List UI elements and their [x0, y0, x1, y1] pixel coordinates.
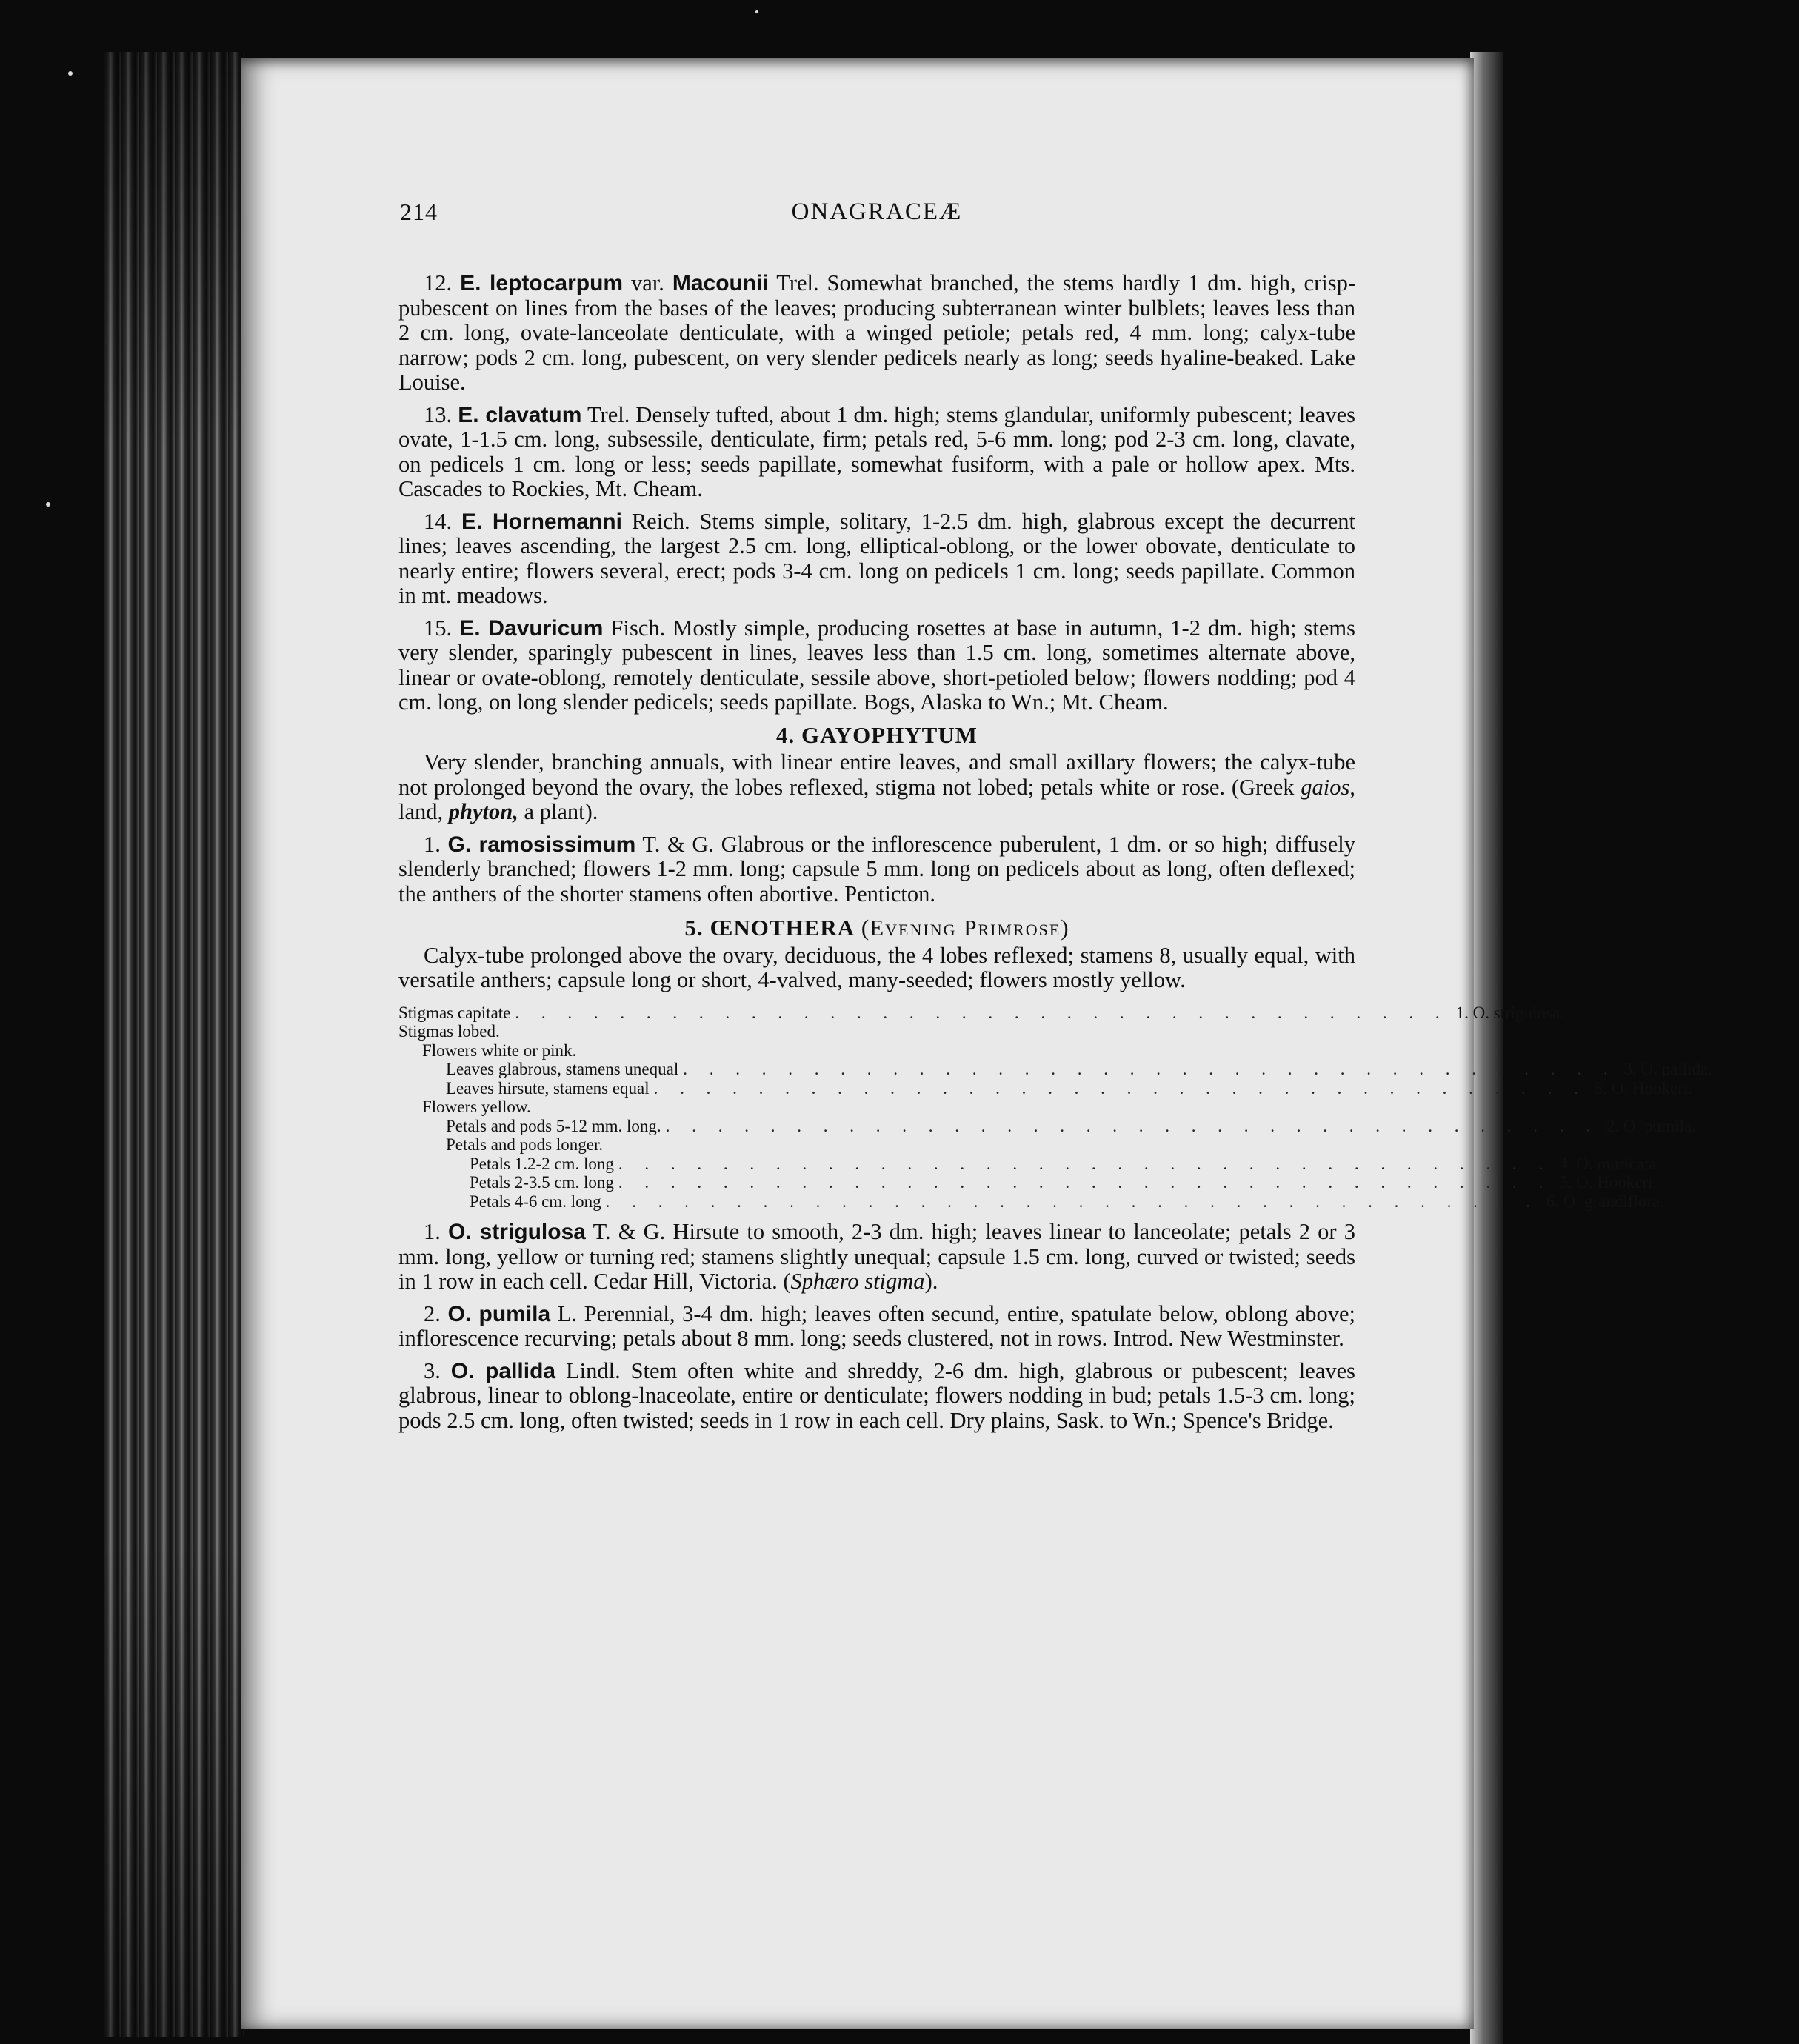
species-text: Trel. Densely tufted, about 1 dm. high; stems glandular, uniformly pubescent; leaves ovate, 1-1.5 cm. long, subsessile, denticulate, firm; petals red, 5-6 mm. long; pod 2-3 cm. long, clavate, on pedicels 1 cm. long or less; seeds papillate, somewhat fusiform, with a pale or hollow apex. Mts. Cascades to Rockies, Mt. Cheam.: [398, 401, 1356, 501]
paren: ): [1061, 915, 1069, 941]
species-entry: [398, 832, 1355, 907]
dust-speck: [755, 10, 758, 13]
species-name: E. Hornemanni: [461, 509, 622, 534]
key-row: [398, 1173, 1658, 1192]
key-result: 2. O. pumila.: [1606, 1116, 1696, 1135]
key-label: Stigmas lobed.: [398, 1022, 500, 1041]
page-content: [398, 198, 1712, 1440]
key-row: [398, 1078, 1693, 1098]
identification-key: [398, 1003, 1712, 1212]
entry-number: 3.: [424, 1357, 441, 1383]
key-label: Petals 2-3.5 cm. long: [470, 1173, 614, 1192]
genus-heading: [398, 915, 1355, 941]
key-label: Flowers yellow.: [422, 1098, 531, 1116]
spine-shadow: [104, 52, 244, 2037]
key-result: 4. O. muricata.: [1559, 1154, 1661, 1173]
key-leader: . . . . . . . . . . . . . . . . . . . . . . . . . . . . . . . . . . . .: [605, 1192, 1539, 1211]
species-text: Trel. Somewhat branched, the stems hardly 1 dm. high, crisp-pubescent on lines from the bases of the leaves; producing subterranean winter bulblets; leaves less than 2 cm. long, ovate-lanceolate denticulate, with a winged petiole; petals red, 4 mm. long; calyx-tube narrow; pods 2 cm. long, pubescent, on very slender pedicels nearly as long; seeds hyaline-beaked. Lake Louise.: [398, 270, 1355, 395]
key-row: [398, 1098, 1355, 1117]
key-result: 1. O. strigulosa.: [1455, 1003, 1564, 1022]
entry-number: 1.: [424, 831, 441, 857]
running-head: ONAGRACEÆ: [791, 198, 963, 225]
entry-number: 12.: [424, 270, 453, 295]
key-row: [398, 1022, 1355, 1041]
key-label: Petals 1.2-2 cm. long: [470, 1154, 614, 1173]
species-entry: [398, 1359, 1355, 1434]
species-entry: [398, 1302, 1355, 1352]
common-name: Evening Primrose: [870, 915, 1061, 941]
key-leader: . . . . . . . . . . . . . . . . . . . . . . . . . . . . . . . . . . . .: [653, 1078, 1587, 1098]
description-text: Very slender, branching annuals, with linear entire leaves, and small axillary flowers; the calyx-tube not prolonged beyond the ovary, the lobes reflexed, stigma not lobed; petals white or rose. (Greek: [398, 749, 1355, 800]
variety-name: Macounii: [672, 271, 769, 295]
species-name: O. pallida: [450, 1358, 556, 1383]
species-name: E. leptocarpum: [460, 271, 624, 295]
genus-name: 5. ŒNOTHERA: [684, 915, 855, 941]
species-entry: [398, 616, 1355, 715]
page-edge: [1470, 52, 1503, 2044]
species-text: T. & G. Hirsute to smooth, 2-3 dm. high; leaves linear to lanceolate; petals 2 or 3 mm. long, yellow or turning red; stamens slightly unequal; capsule 1.5 cm. long, curved or twisted; seeds in 1 row in each cell. Cedar Hill, Victoria. (: [398, 1219, 1356, 1294]
species-entry: [398, 510, 1355, 609]
key-label: Stigmas capitate: [398, 1003, 511, 1022]
species-text: var.: [623, 270, 672, 295]
key-label: Flowers white or pink.: [422, 1041, 577, 1060]
key-leader: . . . . . . . . . . . . . . . . . . . . . . . . . . . . . . . . . . . .: [618, 1154, 1552, 1173]
key-leader: . . . . . . . . . . . . . . . . . . . . . . . . . . . . . . . . . . . .: [683, 1060, 1617, 1078]
species-name: O. pumila: [447, 1301, 551, 1326]
key-leader: . . . . . . . . . . . . . . . . . . . . . . . . . . . . . . . . . . . .: [618, 1173, 1552, 1192]
key-label: Leaves glabrous, stamens unequal: [446, 1060, 679, 1078]
species-entry: [398, 271, 1355, 395]
entry-number: 13.: [424, 401, 453, 427]
species-name: E. clavatum: [458, 402, 582, 427]
key-row: [398, 1154, 1661, 1174]
genus-heading: 4. GAYOPHYTUM: [776, 721, 978, 748]
etymology-word: phyton,: [448, 799, 518, 824]
genus-description: Calyx-tube prolonged above the ovary, deciduous, the 4 lobes reflexed; stamens 8, usually equal, with versatile anthers; capsule long or short, 4-valved, many-seeded; flowers mostly yellow.: [398, 942, 1355, 992]
species-text: T. & G. Glabrous or the inflorescence puberulent, 1 dm. or so high; diffusely slenderly branched; flowers 1-2 mm. long; capsule 5 mm. long on pedicels about as long, often deflexed; the anthers of the shorter stamens often abortive. Penticton.: [398, 831, 1356, 906]
synonym: Sphæro stigma: [790, 1269, 925, 1294]
page-number: 214: [400, 198, 438, 225]
species-text: Lindl. Stem often white and shreddy, 2-6 dm. high, glabrous or pubescent; leaves glabrous, linear to oblong-lnaceolate, entire or denticulate; flowers nodding in bud; petals 1.5-3 cm. long; pods 2.5 cm. long, often twisted; seeds in 1 row in each cell. Dry plains, Sask. to Wn.; Spence's Bridge.: [398, 1357, 1356, 1433]
entry-number: 1.: [424, 1219, 441, 1244]
paren: (: [855, 915, 870, 941]
species-name: G. ramosissimum: [447, 832, 636, 857]
key-result: 5. O. Hookeri.: [1594, 1078, 1693, 1098]
key-leader: . . . . . . . . . . . . . . . . . . . . . . . . . . . . . . . . . . . .: [665, 1116, 1599, 1135]
key-label: Petals 4-6 cm. long: [470, 1192, 601, 1211]
species-text: Fisch. Mostly simple, producing rosettes at base in autumn, 1-2 dm. high; stems very slender, sparingly pubescent in lines, leaves less than 1.5 cm. long, sometimes alternate above, linear or ovate-oblong, remotely denticulate, sessile above, short-petioled below; flowers nodding; pod 4 cm. long, on long slender pedicels; seeds papillate. Bogs, Alaska to Wn.; Mt. Cheam.: [398, 615, 1355, 715]
species-entry: [398, 403, 1355, 502]
key-row: [398, 1116, 1696, 1136]
description-text: a plant).: [518, 799, 598, 824]
key-row: [398, 1041, 1355, 1061]
genus-description: [398, 750, 1355, 825]
key-label: Petals and pods 5-12 mm. long.: [446, 1116, 661, 1135]
key-label: Petals and pods longer.: [446, 1135, 604, 1154]
key-row: [398, 1192, 1664, 1212]
species-name: E. Davuricum: [459, 615, 604, 641]
entry-number: 14.: [424, 508, 453, 534]
key-row: [398, 1060, 1712, 1079]
key-label: Leaves hirsute, stamens equal: [446, 1078, 650, 1098]
page-header: [398, 200, 1355, 238]
entry-number: 15.: [424, 615, 453, 641]
key-result: 3. O. pallida.: [1623, 1060, 1712, 1078]
etymology-word: gaios: [1301, 774, 1350, 800]
key-leader: . . . . . . . . . . . . . . . . . . . . . . . . . . . . . . . . . . . .: [515, 1003, 1449, 1022]
species-name: O. strigulosa: [448, 1220, 586, 1244]
species-entry: [398, 1220, 1355, 1295]
species-text: Reich. Stems simple, solitary, 1-2.5 dm. high, glabrous except the decurrent lines; leaves ascending, the largest 2.5 cm. long, elliptical-oblong, or the lower obovate, denticulate to nearly entire; flowers several, erect; pods 3-4 cm. long on pedicels 1 cm. long; seeds papillate. Common in mt. meadows.: [398, 508, 1355, 608]
key-result: 6. O. grandiflora.: [1546, 1192, 1664, 1211]
dust-speck: [68, 71, 73, 76]
entry-number: 2.: [424, 1300, 441, 1326]
key-row: [398, 1003, 1564, 1023]
species-text: L. Perennial, 3-4 dm. high; leaves often secund, entire, spatulate below, oblong above; inflorescence recurving; petals about 8 mm. long; seeds clustered, not in rows. Introd. New Westminster.: [398, 1300, 1356, 1351]
species-text: ).: [924, 1269, 938, 1294]
key-row: [398, 1135, 1355, 1155]
description-text: , land,: [398, 774, 1355, 824]
key-result: 5. O. Hookeri.: [1559, 1173, 1658, 1192]
dust-speck: [46, 502, 50, 507]
